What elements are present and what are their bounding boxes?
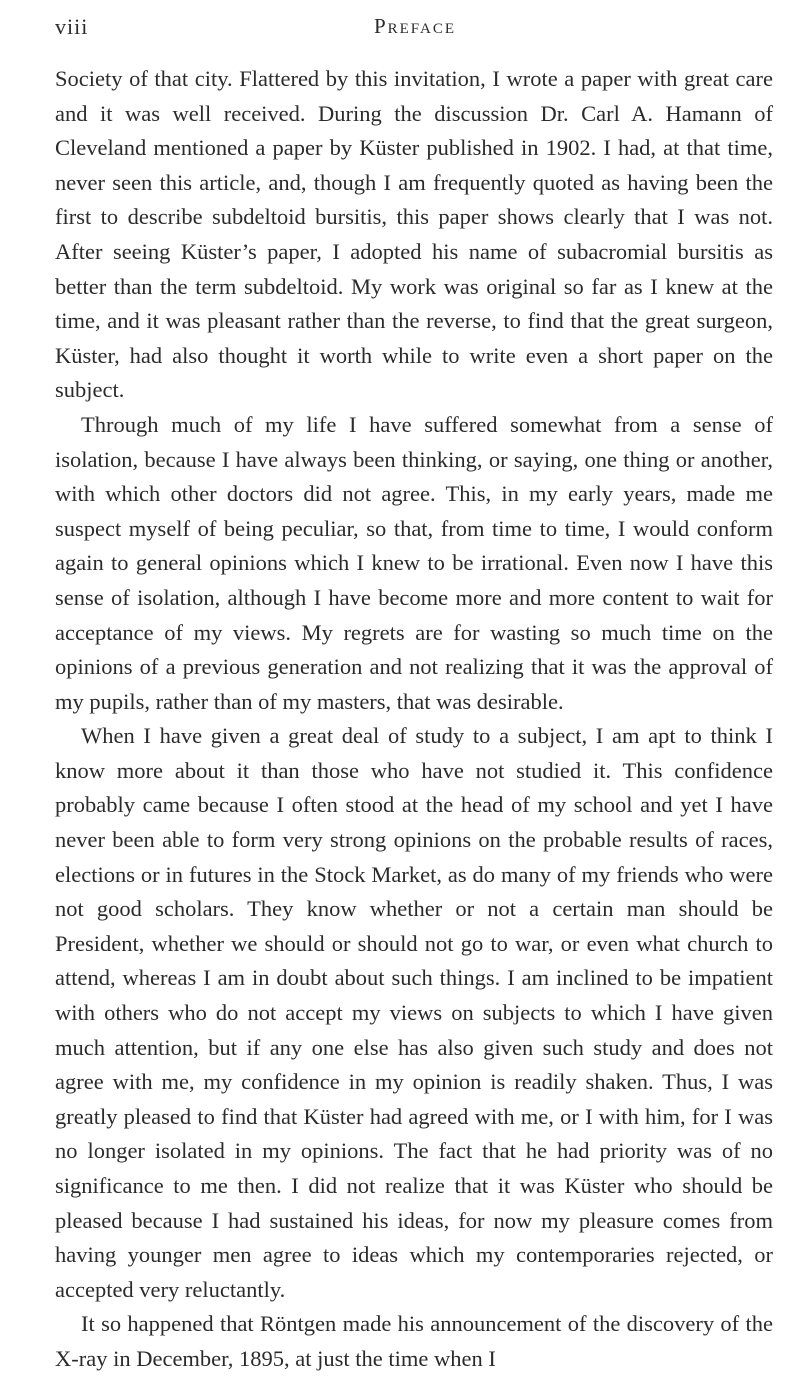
page-header [55, 14, 775, 46]
running-head: Preface [373, 14, 457, 38]
body-text [55, 62, 773, 1377]
paragraph-continuation: Society of that city. Flattered by this invitation, I wrote a paper with great care and it was well received. During the discussion Dr. Carl A. Hamann of Cleveland mentioned a paper by Küster published in 1902. I had, at that time, never seen this article, and, though I am frequently quoted as having been the first to describe subdeltoid bursitis, this paper shows clearly that I was not. After seeing Küster’s paper, I adopted his name of subacromial bursitis as better than the term subdeltoid. My work was original so far as I knew at the time, and it was pleasant rather than the reverse, to find that the great surgeon, Küster, had also thought it worth while to write even a short paper on the subject. [55, 66, 773, 403]
paragraph: Through much of my life I have suffered somewhat from a sense of isolation, because I have always been thinking, or saying, one thing or another, with which other doctors did not agree. This, in my early years, made me suspect myself of being peculiar, so that, from time to time, I would conform again to general opinions which I knew to be irrational. Even now I have this sense of isolation, although I have become more and more content to wait for acceptance of my views. My regrets are for wasting so much time on the opinions of a previous generation and not realizing that it was the approval of my pupils, rather than of my masters, that was desirable. [55, 411, 773, 714]
page-number: viii [55, 14, 89, 39]
paragraph: When I have given a great deal of study to a subject, I am apt to think I know more about it than those who have not studied it. This confidence probably came because I often stood at the head of my school and yet I have never been able to form very strong opinions on the probable results of races, elections or in futures in the Stock Market, as do many of my friends who were not good scholars. They know whether or not a certain man should be President, whether we should or should not go to war, or even what church to attend, whereas I am in doubt about such things. I am inclined to be impatient with others who do not accept my views on subjects to which I have given much attention, but if any one else has also given such study and does not agree with me, my confidence in my opinion is readily shaken. Thus, I was greatly pleased to find that Küster had agreed with me, or I with him, for I was no longer isolated in my opinions. The fact that he had priority was of no significance to me then. I did not realize that it was Küster who should be pleased because I had sustained his ideas, for now my pleasure comes from having younger men agree to ideas which my contemporaries rejected, or accepted very reluctantly. [55, 723, 773, 1302]
paragraph: It so happened that Röntgen made his announcement of the discovery of the X-ray in December, 1895, at just the time when I [55, 1311, 773, 1371]
